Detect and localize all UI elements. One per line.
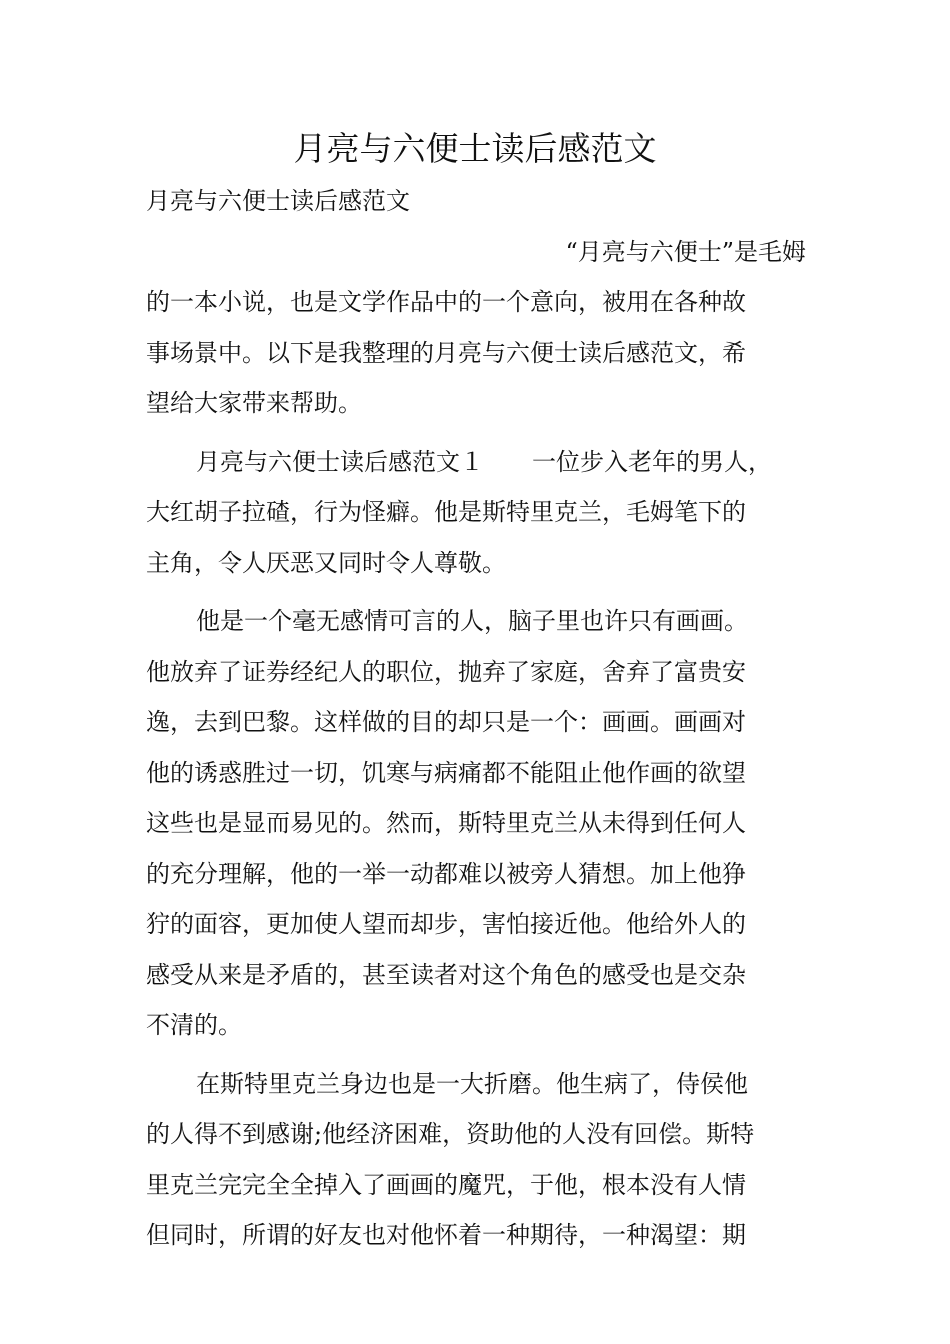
text-line: “月亮与六便士”是毛姆 [565, 237, 806, 266]
text-line: 事场景中。以下是我整理的月亮与六便士读后感范文，希 [146, 338, 746, 367]
text-line: 的一本小说，也是文学作品中的一个意向，被用在各种故 [146, 288, 746, 316]
subtitle-line: 月亮与六便士读后感范文 [146, 187, 410, 215]
text-line: 这些也是显而易见的。然而，斯特里克兰从未得到任何人 [146, 809, 746, 837]
text-line: 逸，去到巴黎。这样做的目的却只是一个：画画。画画对 [146, 708, 746, 736]
text-line: 但同时，所谓的好友也对他怀着一种期待，一种渴望：期 [146, 1221, 746, 1249]
text-line: 狞的面容，更加使人望而却步，害怕接近他。他给外人的 [146, 910, 746, 938]
document-body [146, 176, 806, 1261]
text-line: 的人得不到感谢;他经济困难，资助他的人没有回偿。斯特 [146, 1120, 755, 1148]
text-line: 的充分理解，他的一举一动都难以被旁人猜想。加上他狰 [146, 859, 746, 888]
text-line: 望给大家带来帮助。 [146, 389, 362, 417]
text-line: 大红胡子拉碴，行为怪癖。他是斯特里克兰，毛姆笔下的 [146, 498, 746, 526]
text-line: 里克兰完完全全掉入了画画的魔咒，于他，根本没有人情 [146, 1170, 746, 1199]
text-line: 他是一个毫无感情可言的人，脑子里也许只有画画。 [196, 607, 748, 635]
text-line: 主角，令人厌恶又同时令人尊敬。 [146, 548, 506, 577]
text-line: 他放弃了证券经纪人的职位，抛弃了家庭，舍弃了富贵安 [146, 657, 746, 686]
text-line: 他的诱惑胜过一切，饥寒与病痛都不能阻止他作画的欲望 [146, 758, 746, 787]
text-line: 在斯特里克兰身边也是一大折磨。他生病了，侍侯他 [196, 1069, 748, 1098]
text-line: 月亮与六便士读后感范文１ 一位步入老年的男人， [196, 447, 772, 476]
document-title: 月亮与六便士读后感范文 [293, 129, 657, 168]
text-line: 感受从来是矛盾的，甚至读者对这个角色的感受也是交杂 [146, 960, 746, 989]
text-line: 不清的。 [146, 1011, 242, 1039]
